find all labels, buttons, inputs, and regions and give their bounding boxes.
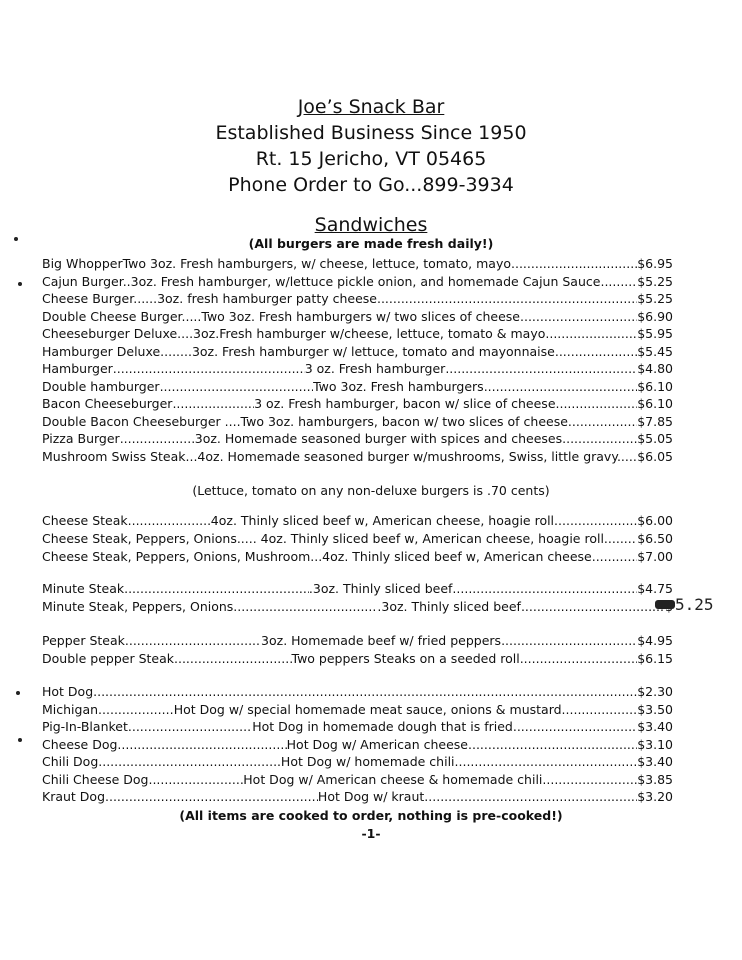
item-price: $5.25 <box>637 291 673 306</box>
dot-leader <box>445 360 637 377</box>
item-name: Bacon Cheeseburger <box>42 396 173 411</box>
item-name: Hamburger <box>42 361 113 376</box>
item-price: $7.00 <box>637 549 673 564</box>
item-name: Pizza Burger <box>42 431 120 446</box>
item-price: $6.10 <box>637 396 673 411</box>
menu-item <box>42 413 673 430</box>
dot-leader <box>604 273 637 290</box>
menu-item <box>42 718 673 735</box>
dot-leader <box>612 530 637 547</box>
established-line: Established Business Since 1950 <box>215 122 527 144</box>
menu-item <box>42 632 673 649</box>
burger-note: (All burgers are made fresh daily!) <box>248 236 494 251</box>
item-description: .3oz. Thinly sliced beef <box>377 599 521 614</box>
item-description: Hot Dog w/ American cheese & homemade chili <box>243 771 543 787</box>
item-price: $5.95 <box>637 326 673 341</box>
dot-leader <box>562 701 638 718</box>
item-name: Cheese Dog <box>42 736 118 752</box>
menu-item <box>42 530 673 547</box>
menu-item <box>42 580 673 597</box>
dot-leader <box>148 771 243 788</box>
item-price: $2.30 <box>637 684 673 699</box>
item-price: $7.85 <box>637 413 673 429</box>
dot-leader <box>377 290 637 307</box>
item-price: $6.00 <box>637 513 673 528</box>
item-name: Double Bacon Cheeseburger ....Two 3oz. hamburgers, bacon w/ two slices of cheese. <box>42 413 572 429</box>
menu-item <box>42 598 673 615</box>
item-name: Cheese Steak <box>42 513 128 528</box>
menu-item <box>42 548 673 565</box>
item-name: Pepper Steak <box>42 633 125 648</box>
item-name: Big WhopperTwo 3oz. Fresh hamburgers, w/ cheese, lettuce, tomato, mayo <box>42 256 512 271</box>
item-description: Hot Dog w/ homemade chili <box>280 754 455 769</box>
item-price: $3.40 <box>637 719 673 734</box>
dot-leader <box>455 753 638 770</box>
item-price: $6.10 <box>637 378 674 394</box>
menu-item <box>42 771 673 788</box>
menu-header <box>0 94 742 198</box>
dot-leader <box>113 360 305 377</box>
dot-leader <box>511 255 637 272</box>
dot-leader <box>545 325 637 342</box>
dot-leader <box>98 701 174 718</box>
item-price: $4.95 <box>637 633 674 648</box>
lettuce-note: (Lettuce, tomato on any non-deluxe burgers is .70 cents) <box>192 483 550 498</box>
dot-leader <box>562 430 637 447</box>
item-description: 3 oz. Fresh hamburger <box>304 361 446 376</box>
item-name: Michigan <box>42 701 99 717</box>
dot-leader <box>160 378 314 395</box>
menu-item <box>42 683 673 700</box>
item-price: $3.20 <box>637 789 673 804</box>
address-line: Rt. 15 Jericho, VT 05465 <box>255 148 487 170</box>
item-name: Hamburger Deluxe........3oz. Fresh hamburger w/ lettuce, tomato and mayonnaise <box>42 343 555 359</box>
page-number: -1- <box>361 826 381 841</box>
dot-leader <box>468 736 637 753</box>
menu-item <box>42 290 673 307</box>
dot-leader <box>554 512 637 529</box>
item-description: Hot Dog in homemade dough that is fried <box>252 719 513 734</box>
menu-item <box>42 273 673 290</box>
dot-leader <box>105 788 318 805</box>
item-description: 4oz. Thinly sliced beef w, American cheese, hoagie roll <box>210 513 555 528</box>
item-name: Cajun Burger..3oz. Fresh hamburger, w/lettuce pickle onion, and homemade Cajun Sauce. <box>42 273 605 289</box>
item-price: $5.25 <box>637 273 673 289</box>
menu-item <box>42 753 673 770</box>
item-name: Cheeseburger Deluxe....3oz.Fresh hamburger w/cheese, lettuce, tomato & mayo <box>42 326 546 341</box>
item-name: Double pepper Steak <box>42 651 174 666</box>
item-name: Cheese Steak, Peppers, Onions..... 4oz. Thinly sliced beef w, American cheese, hoagie roll.. <box>42 531 612 546</box>
dot-leader <box>592 548 637 565</box>
dot-leader <box>124 580 309 597</box>
item-name: Pig-In-Blanket <box>42 719 128 734</box>
punch-hole-mark <box>16 691 20 695</box>
item-name: Double hamburger <box>42 378 160 394</box>
item-name: Cheese Burger......3oz. fresh hamburger patty cheese <box>42 291 377 306</box>
dot-leader <box>120 430 195 447</box>
menu-item <box>42 255 673 272</box>
menu-item <box>42 512 673 529</box>
menu-item <box>42 650 673 667</box>
dot-leader <box>128 718 252 735</box>
item-description: Hot Dog w/ American cheese <box>286 736 468 752</box>
dot-leader <box>233 598 377 615</box>
scribbled-price-mark <box>655 600 675 609</box>
phone-line: Phone Order to Go...899-3934 <box>228 174 514 196</box>
item-name: Cheese Steak, Peppers, Onions, Mushroom...4oz. Thinly sliced beef w, American cheese <box>42 549 592 564</box>
item-price: $5.45 <box>637 343 673 359</box>
item-name: Minute Steak <box>42 581 125 596</box>
item-description: Hot Dog w/ special homemade meat sauce, onions & mustard <box>173 701 562 717</box>
dot-leader <box>128 512 211 529</box>
item-description: Hot Dog w/ kraut <box>317 789 425 804</box>
item-name: Hot Dog <box>42 684 94 699</box>
dot-leader <box>572 413 637 430</box>
item-description: 3oz. Homemade seasoned burger with spices and cheeses <box>194 431 563 446</box>
item-name: Chili Cheese Dog <box>42 771 149 787</box>
item-name: Double Cheese Burger.....Two 3oz. Fresh hamburgers w/ two slices of cheese <box>42 308 520 324</box>
menu-item <box>42 701 673 718</box>
punch-hole-mark <box>18 282 22 286</box>
item-description: Two peppers Steaks on a seeded roll <box>291 651 520 666</box>
handwritten-price: 5.25 <box>675 595 714 614</box>
item-price: $6.95 <box>637 256 673 271</box>
footer-note: (All items are cooked to order, nothing is pre-cooked!) <box>179 808 563 823</box>
dot-leader <box>542 771 637 788</box>
dot-leader <box>520 650 638 667</box>
item-price: $6.90 <box>637 308 673 324</box>
item-price: $6.15 <box>637 651 673 666</box>
item-price: $3.50 <box>637 701 674 717</box>
item-name: Minute Steak, Peppers, Onions <box>42 599 234 614</box>
item-price: $3.10 <box>637 736 674 752</box>
dot-leader <box>501 632 637 649</box>
item-price: $3.85 <box>637 771 673 787</box>
dot-leader <box>117 736 286 753</box>
restaurant-name: Joe’s Snack Bar <box>297 96 445 118</box>
dot-leader <box>172 395 254 412</box>
dot-leader <box>513 718 637 735</box>
dot-leader <box>98 753 281 770</box>
menu-item <box>42 360 673 377</box>
item-price: $6.50 <box>637 531 673 546</box>
item-price: $6.05 <box>637 448 673 464</box>
item-description: Two 3oz. Fresh hamburgers <box>313 378 484 394</box>
menu-item <box>42 308 673 325</box>
dot-leader <box>125 632 261 649</box>
dot-leader <box>174 650 292 667</box>
item-description: .3oz. Thinly sliced beef <box>308 581 453 596</box>
menu-item <box>42 788 673 805</box>
dot-leader <box>520 308 637 325</box>
item-price: $4.75 <box>637 581 674 596</box>
punch-hole-mark <box>18 738 22 742</box>
item-name: Chili Dog <box>42 754 99 769</box>
dot-leader <box>452 580 637 597</box>
menu-item <box>42 736 673 753</box>
dot-leader <box>484 378 638 395</box>
menu-item <box>42 343 673 360</box>
menu-item <box>42 378 673 395</box>
item-price: $4.80 <box>637 361 674 376</box>
item-name: Mushroom Swiss Steak...4oz. Homemade seasoned burger w/mushrooms, Swiss, little gravy. <box>42 448 621 464</box>
item-name: Kraut Dog <box>42 789 106 804</box>
dot-leader <box>556 395 638 412</box>
punch-hole-mark <box>14 237 18 241</box>
item-price: $5.05 <box>637 431 673 446</box>
dot-leader <box>621 448 637 465</box>
menu-item <box>42 395 673 412</box>
menu-item <box>42 325 673 342</box>
item-price: $3.40 <box>637 754 673 769</box>
menu-item <box>42 448 673 465</box>
menu-item <box>42 430 673 447</box>
item-description: 3 oz. Fresh hamburger, bacon w/ slice of cheese <box>254 396 556 411</box>
item-description: 3oz. Homemade beef w/ fried peppers <box>261 633 502 648</box>
dot-leader <box>93 683 637 700</box>
section-title: Sandwiches <box>314 214 428 236</box>
dot-leader <box>424 788 637 805</box>
dot-leader <box>555 343 637 360</box>
dot-leader <box>521 598 665 615</box>
